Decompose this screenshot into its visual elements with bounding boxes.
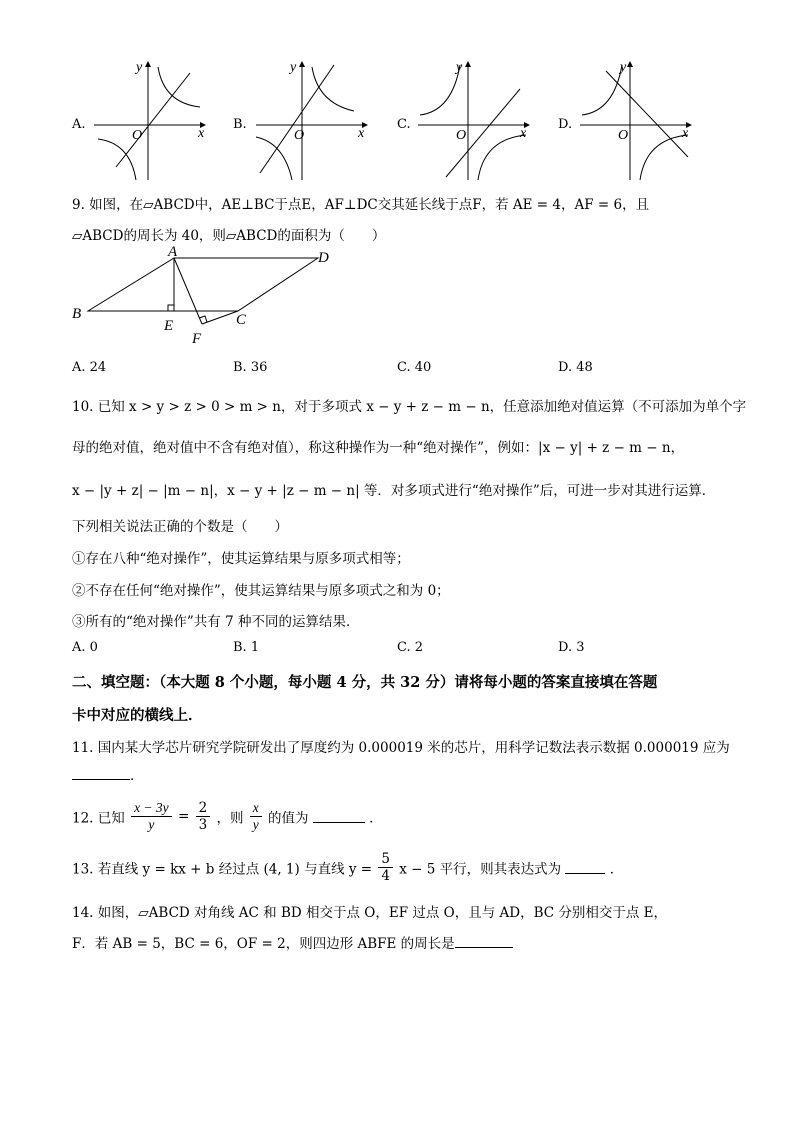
q8-graph-b-origin-label: O xyxy=(294,128,305,143)
q8-option-d-letter: D. xyxy=(558,117,573,132)
q9-line-1: 9. 如图，在▱ABCD中，AE⊥BC于点E，AF⊥DC交其延长线于点F，若 AE = 4，AF = 6，且 xyxy=(72,197,650,213)
q8-graph-a-origin-label: O xyxy=(132,128,143,143)
q8-graph-a-x-label: x xyxy=(198,126,205,141)
q8-graph-b-x-label: x xyxy=(358,126,365,141)
q12-fraction-2-numerator: 2 xyxy=(196,800,211,817)
q11-answer-line xyxy=(72,764,144,784)
q10-line-1: 10. 已知 x > y > z > 0 > m > n，对于多项式 x − y + z − m − n，任意添加绝对值运算（不可添加为单个字 xyxy=(72,399,747,415)
q8-options xyxy=(0,55,794,190)
q13-fraction-numerator: 5 xyxy=(378,851,393,868)
q12-fraction-1-numerator: x − 3y xyxy=(131,800,172,817)
q13-suffix: x − 5 平行，则其表达式为 xyxy=(399,861,562,878)
q12-prefix: 12. 已知 xyxy=(72,810,125,827)
q13-answer-blank[interactable] xyxy=(565,861,605,874)
q10-line-2: 母的绝对值，绝对值中不含有绝对值），称这种操作为一种“绝对操作”，例如：|x − y| + z − m − n， xyxy=(72,440,685,456)
q9-choice-c: C. 40 xyxy=(397,360,432,375)
q8-option-c-letter: C. xyxy=(397,117,411,132)
q12-fraction-2-denominator: 3 xyxy=(198,817,208,833)
q9-parallelogram-figure xyxy=(68,246,348,346)
q13-line xyxy=(72,851,623,884)
q12-mid: ，则 xyxy=(216,810,244,827)
q9-label-e: E xyxy=(164,318,174,334)
q8-graph-c-origin-label: O xyxy=(456,128,467,143)
q14-line-1: 14. 如图，▱ABCD 对角线 AC 和 BD 相交于点 O，EF 过点 O，且与 AD，BC 分别相交于点 E， xyxy=(72,905,668,921)
q9-line-2: ▱ABCD的周长为 40，则▱ABCD的面积为（ ） xyxy=(72,228,386,244)
q8-graph-c xyxy=(416,55,536,185)
q9-choice-a: A. 24 xyxy=(72,360,107,375)
q9-choice-d: D. 48 xyxy=(558,360,593,375)
q10-choice-b: B. 1 xyxy=(233,640,260,655)
q11-end-mark: ． xyxy=(130,768,144,784)
q12-end-mark: ． xyxy=(369,810,383,827)
q12-fraction-3-denominator: y xyxy=(252,817,259,832)
q10-statement-3: ③所有的“绝对操作”共有 7 种不同的运算结果． xyxy=(72,614,360,630)
q10-line-4: 下列相关说法正确的个数是（ ） xyxy=(72,519,288,535)
q10-choice-a: A. 0 xyxy=(72,640,98,655)
q10-statement-1: ①存在八种“绝对操作”，使其运算结果与原多项式相等； xyxy=(72,551,410,567)
q10-statement-2: ②不存在任何“绝对操作”，使其运算结果与原多项式之和为 0； xyxy=(72,583,450,599)
q10-choice-c: C. 2 xyxy=(397,640,424,655)
q10-choice-d: D. 3 xyxy=(558,640,585,655)
q13-end-mark: ． xyxy=(609,861,624,878)
q13-fraction xyxy=(378,851,393,884)
q12-fraction-1-denominator: y xyxy=(148,817,155,832)
q11-line-1: 11. 国内某大学芯片研究学院研发出了厚度约为 0.000019 米的芯片，用科学记数法表示数据 0.000019 应为 xyxy=(72,740,730,756)
q12-fraction-3-numerator: x xyxy=(250,800,262,817)
q9-label-d: D xyxy=(318,250,329,266)
q13-prefix: 13. 若直线 y = kx + b 经过点 (4, 1) 与直线 y = xyxy=(72,861,373,878)
q8-graph-d-origin-label: O xyxy=(618,128,629,143)
q8-graph-d-y-label: y xyxy=(620,60,627,75)
q8-graph-b-y-label: y xyxy=(290,60,297,75)
q12-equals: = xyxy=(177,808,190,825)
q12-suffix: 的值为 xyxy=(268,810,309,827)
q13-fraction-denominator: 4 xyxy=(381,868,390,884)
section-2-heading-line-1: 二、填空题：（本大题 8 个小题，每小题 4 分，共 32 分）请将每小题的答案直接填在答题 xyxy=(72,674,658,691)
q12-line xyxy=(72,800,383,833)
q8-graph-a-y-label: y xyxy=(136,60,143,75)
q12-fraction-2 xyxy=(196,800,211,833)
q8-option-a-letter: A. xyxy=(72,117,86,132)
q14-line-2 xyxy=(72,932,513,952)
q8-graph-d xyxy=(578,55,698,185)
q11-answer-blank[interactable] xyxy=(72,767,130,780)
q10-line-3: x − |y + z| − |m − n|，x − y + |z − m − n| 等．对多项式进行“绝对操作”后，可进一步对其进行运算． xyxy=(72,483,716,499)
q9-label-f: F xyxy=(192,331,202,346)
q14-line-2-text: F．若 AB = 5，BC = 6，OF = 2，则四边形 ABFE 的周长是 xyxy=(72,936,455,952)
q9-label-b: B xyxy=(72,306,82,322)
q8-graph-c-y-label: y xyxy=(456,60,463,75)
q12-answer-blank[interactable] xyxy=(313,810,365,823)
q12-fraction-3 xyxy=(250,800,262,833)
q8-option-b-letter: B. xyxy=(233,117,247,132)
q8-graph-d-x-label: x xyxy=(682,126,689,141)
q12-fraction-1 xyxy=(131,800,172,833)
section-2-heading-line-2: 卡中对应的横线上． xyxy=(72,707,203,724)
q8-graph-a xyxy=(92,55,212,185)
q8-graph-b xyxy=(254,55,374,185)
q9-label-c: C xyxy=(236,312,247,328)
q9-choice-b: B. 36 xyxy=(233,360,268,375)
q9-label-a: A xyxy=(168,246,178,260)
q8-graph-c-x-label: x xyxy=(520,126,527,141)
q14-answer-blank[interactable] xyxy=(455,935,513,948)
